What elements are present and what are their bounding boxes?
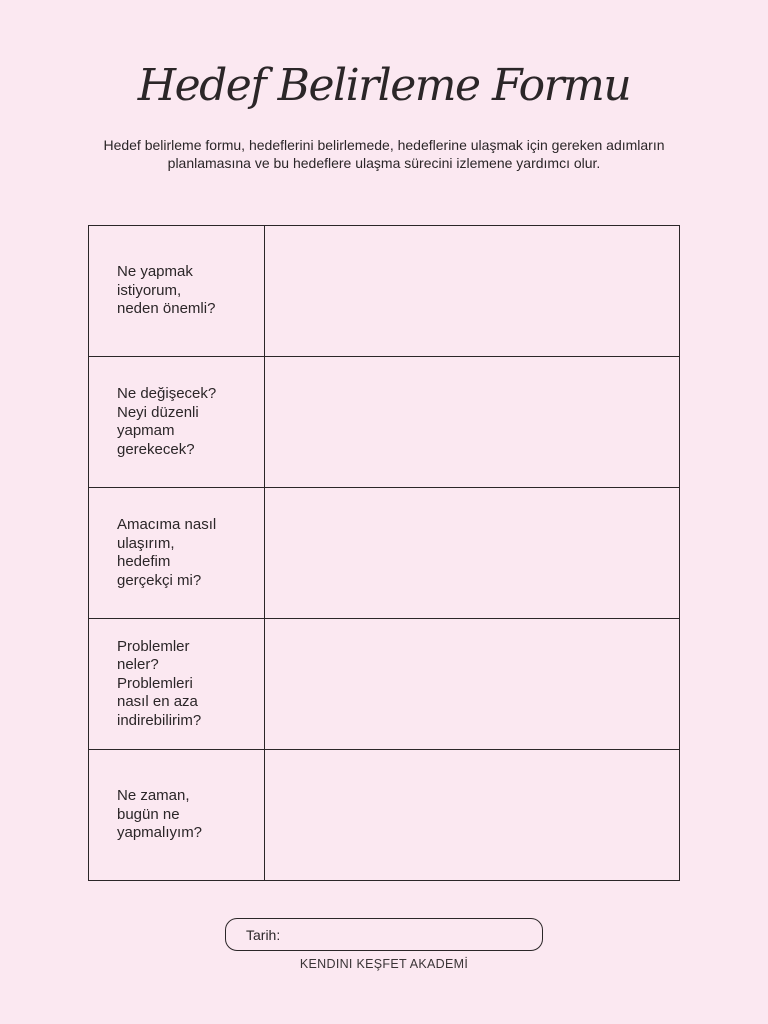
answer-field[interactable] [265,619,679,749]
question-label: Ne yapmak istiyorum, neden önemli? [117,263,216,318]
intro-text: Hedef belirleme formu, hedeflerini belirlemede, hedeflerine ulaşmak için gereken adımların planlamasına ve bu hedeflere ulaşma sürecini izlemene yardımcı olur. [103,137,665,171]
goal-row-3 [89,488,679,619]
question-cell [89,488,265,618]
question-cell [89,357,265,487]
date-label: Tarih: [246,926,281,943]
question-label: Problemler neler? Problemleri nasıl en aza indirebilirim? [117,637,202,729]
answer-field[interactable] [265,750,679,880]
footer-brand: KENDINI KEŞFET AKADEMİ [299,957,469,971]
goal-row-2 [89,357,679,488]
goal-row-1 [89,226,679,357]
question-cell [89,619,265,749]
goal-table [88,225,680,881]
goal-row-4 [89,619,679,750]
answer-field[interactable] [265,226,679,356]
question-label: Amacıma nasıl ulaşırım, hedefim gerçekçi mi? [117,516,217,589]
goal-row-5 [89,750,679,880]
question-label: Ne değişecek? Neyi düzenli yapmam gerekecek? [117,385,217,458]
question-label: Ne zaman, bugün ne yapmalıyım? [117,787,203,842]
answer-field[interactable] [265,488,679,618]
date-field[interactable] [225,918,543,951]
question-cell [89,226,265,356]
page-title: Hedef Belirleme Formu [137,60,631,111]
question-cell [89,750,265,880]
answer-field[interactable] [265,357,679,487]
